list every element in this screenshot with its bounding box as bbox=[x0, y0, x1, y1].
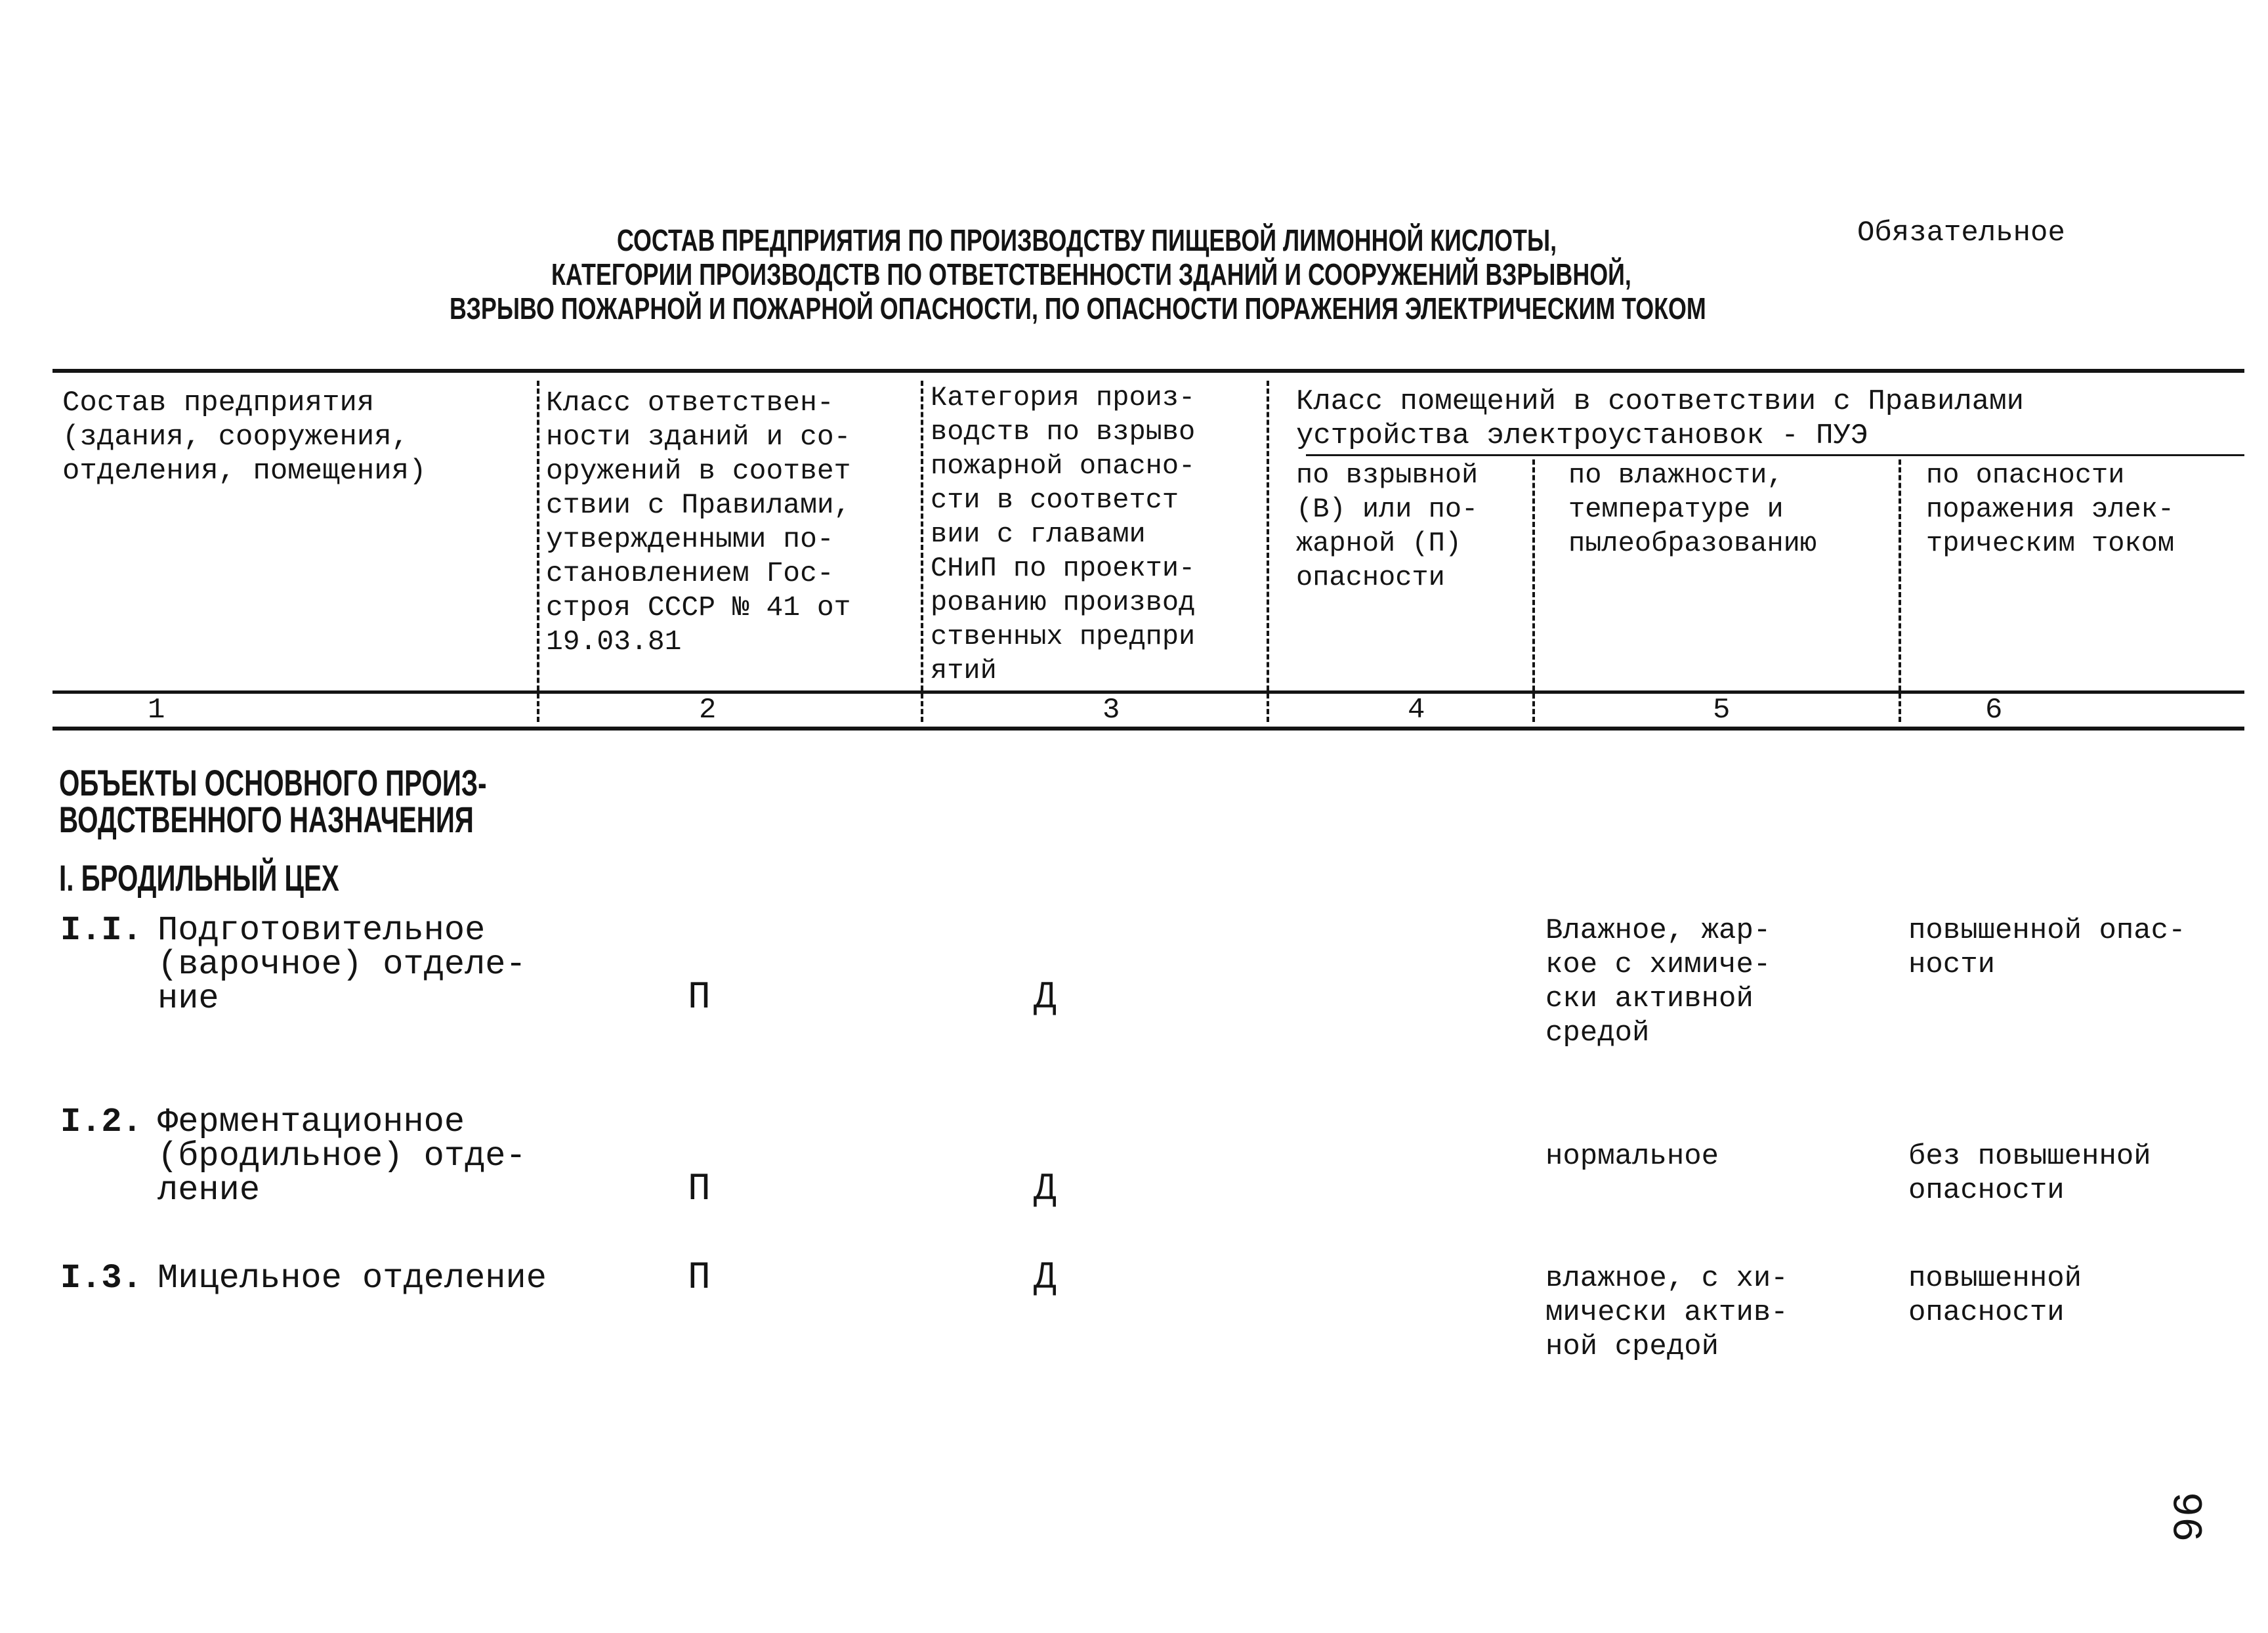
column-divider-1 bbox=[537, 381, 539, 722]
row-name: Ферментационное (бродильное) отде- ление bbox=[158, 1103, 526, 1210]
column-number-3: 3 bbox=[1102, 694, 1120, 727]
workshop-title: I. БРОДИЛЬНЫЙ ЦЕХ bbox=[59, 857, 339, 899]
page-number: 96 bbox=[2160, 1491, 2208, 1542]
header-col2-responsibility-class: Класс ответствен- ности зданий и со- оружений в соответ ствии с Правилами, утвержденными по- становлением Гос- строя СССР № 41 от 19.03.81 bbox=[546, 387, 851, 658]
group-header-rule bbox=[1306, 454, 2244, 456]
column-divider-2 bbox=[921, 381, 923, 722]
row-electric: без повышенной опасности bbox=[1908, 1140, 2151, 1207]
row-name: Мицельное отделение bbox=[158, 1259, 547, 1298]
header-group-room-class: Класс помещений в соответствии с Правилами устройства электроустановок - ПУЭ bbox=[1296, 385, 2024, 452]
column-divider-4 bbox=[1532, 459, 1535, 722]
header-col4-explosion: по взрывной (В) или по- жарной (П) опасности bbox=[1296, 459, 1479, 593]
header-col5-humidity: по влажности, температуре и пылеобразованию bbox=[1568, 459, 1817, 559]
row-class: П bbox=[688, 977, 711, 1019]
column-number-6: 6 bbox=[1985, 694, 2003, 727]
row-class: П bbox=[688, 1257, 711, 1300]
header-col1-composition: Состав предприятия (здания, сооружения, отделения, помещения) bbox=[62, 387, 427, 488]
row-humidity: влажное, с хи- мически актив- ной средой bbox=[1545, 1262, 1788, 1363]
column-divider-3 bbox=[1267, 381, 1269, 722]
header-bottom-rule bbox=[52, 690, 2244, 694]
column-number-1: 1 bbox=[148, 694, 165, 727]
row-category: Д bbox=[1034, 977, 1057, 1019]
row-category: Д bbox=[1034, 1168, 1057, 1211]
row-number: I.2. bbox=[60, 1103, 142, 1141]
column-number-5: 5 bbox=[1713, 694, 1731, 727]
column-number-2: 2 bbox=[699, 694, 717, 727]
obligatory-stamp: Обязательное bbox=[1857, 217, 2065, 249]
row-class: П bbox=[688, 1168, 711, 1211]
row-number: I.I. bbox=[60, 911, 142, 950]
title-line-3: ВЗРЫВО ПОЖАРНОЙ И ПОЖАРНОЙ ОПАСНОСТИ, ПО ОПАСНОСТИ ПОРАЖЕНИЯ ЭЛЕКТРИЧЕСКИМ ТОКОМ bbox=[450, 291, 1706, 326]
row-category: Д bbox=[1034, 1257, 1057, 1300]
title-line-1: СОСТАВ ПРЕДПРИЯТИЯ ПО ПРОИЗВОДСТВУ ПИЩЕВОЙ ЛИМОННОЙ КИСЛОТЫ, bbox=[617, 223, 1557, 257]
table-top-rule bbox=[52, 369, 2244, 373]
section-title: ОБЪЕКТЫ ОСНОВНОГО ПРОИЗ- ВОДСТВЕННОГО НАЗНАЧЕНИЯ bbox=[59, 762, 487, 840]
header-col3-production-category: Категория произ- водств по взрыво пожарной опасно- сти в соответст вии с главами СНиП по проекти- рованию производ ственных предпри ятий bbox=[931, 382, 1196, 687]
numbers-bottom-rule bbox=[52, 727, 2244, 731]
title-line-2: КАТЕГОРИИ ПРОИЗВОДСТВ ПО ОТВЕТСТВЕННОСТИ ЗДАНИЙ И СООРУЖЕНИЙ ВЗРЫВНОЙ, bbox=[551, 257, 1631, 291]
row-electric: повышенной опас- ности bbox=[1908, 914, 2186, 981]
column-number-4: 4 bbox=[1408, 694, 1425, 727]
column-divider-5 bbox=[1899, 459, 1901, 722]
row-humidity: нормальное bbox=[1545, 1140, 1719, 1173]
row-electric: повышенной опасности bbox=[1908, 1262, 2082, 1329]
row-name: Подготовительное (варочное) отделе- ние bbox=[158, 911, 526, 1018]
row-humidity: Влажное, жар- кое с химиче- ски активной средой bbox=[1545, 914, 1771, 1050]
row-number: I.3. bbox=[60, 1259, 142, 1298]
header-col6-electric: по опасности поражения элек- трическим током bbox=[1926, 459, 2175, 559]
